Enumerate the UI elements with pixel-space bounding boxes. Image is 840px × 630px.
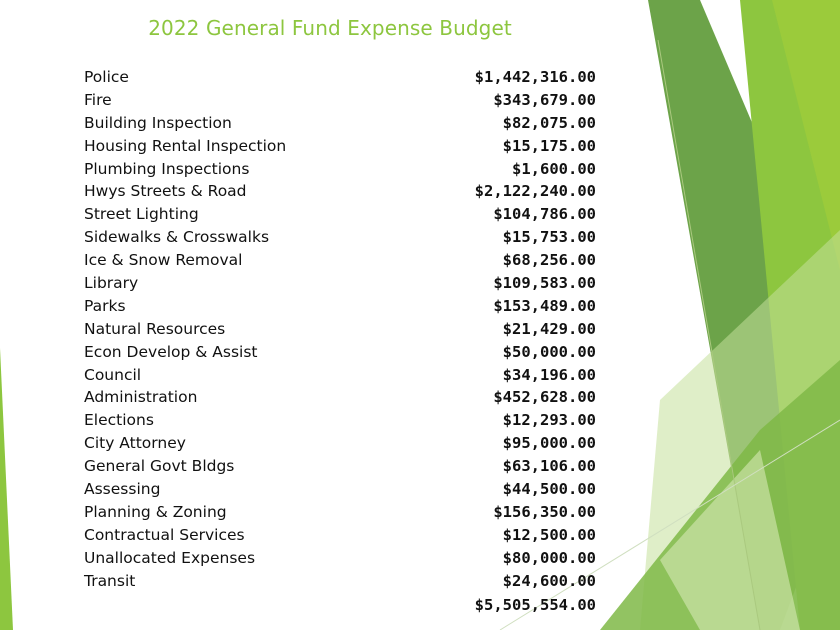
budget-row-label: Parks: [84, 296, 126, 315]
budget-row-label: City Attorney: [84, 434, 186, 453]
budget-row: [84, 547, 596, 570]
budget-row-amount: $153,489.00: [493, 296, 596, 315]
budget-row: [84, 295, 596, 318]
budget-row-label: Fire: [84, 90, 112, 109]
budget-row-amount: $34,196.00: [502, 365, 596, 384]
budget-row-label: Plumbing Inspections: [84, 159, 250, 178]
budget-row-amount: $12,500.00: [502, 525, 596, 544]
budget-row: [84, 318, 596, 341]
budget-row: [84, 66, 596, 89]
budget-row: [84, 524, 596, 547]
budget-row-amount: $80,000.00: [502, 548, 596, 567]
budget-row-amount: $109,583.00: [493, 274, 596, 293]
budget-row: [84, 249, 596, 272]
budget-row-amount: $2,122,240.00: [474, 182, 596, 201]
budget-row-amount: $50,000.00: [502, 342, 596, 361]
budget-row-amount: $156,350.00: [493, 502, 596, 521]
budget-row-label: Planning & Zoning: [84, 502, 227, 521]
budget-row: [84, 158, 596, 181]
budget-row: [84, 135, 596, 158]
budget-row-amount: $24,600.00: [502, 571, 596, 590]
budget-row-amount: $44,500.00: [502, 480, 596, 499]
budget-row-label: Ice & Snow Removal: [84, 251, 243, 270]
budget-row-label: Library: [84, 274, 139, 293]
budget-row-amount: $12,293.00: [502, 411, 596, 430]
budget-row: [84, 272, 596, 295]
budget-row-label: Sidewalks & Crosswalks: [84, 228, 270, 247]
budget-row-label: Contractual Services: [84, 525, 245, 544]
budget-row: [84, 501, 596, 524]
budget-row: [84, 203, 596, 226]
budget-row-amount: $21,429.00: [502, 319, 596, 338]
page-title: 2022 General Fund Expense Budget: [148, 16, 512, 40]
budget-row-label: Elections: [84, 411, 154, 430]
budget-row-amount: $15,175.00: [502, 136, 596, 155]
budget-row-amount: $104,786.00: [493, 205, 596, 224]
budget-row-amount: $15,753.00: [502, 228, 596, 247]
budget-row-amount: $452,628.00: [493, 388, 596, 407]
budget-row-amount: $1,442,316.00: [474, 68, 596, 86]
budget-row-amount: $1,600.00: [512, 159, 596, 178]
budget-row-label: Housing Rental Inspection: [84, 136, 287, 155]
budget-row: [84, 478, 596, 501]
budget-row-label: Street Lighting: [84, 205, 199, 224]
budget-row-label: Police: [84, 68, 129, 86]
budget-total: $5,505,554.00: [474, 596, 596, 614]
left-green-sliver: [0, 348, 13, 630]
budget-row: [84, 364, 596, 387]
budget-row-amount: $343,679.00: [493, 90, 596, 109]
budget-row: [84, 112, 596, 135]
budget-row-label: General Govt Bldgs: [84, 457, 235, 476]
budget-row-amount: $82,075.00: [502, 113, 596, 132]
budget-row-label: Transit: [84, 571, 136, 590]
budget-row-amount: $63,106.00: [502, 457, 596, 476]
budget-row: [84, 386, 596, 409]
budget-row: [84, 226, 596, 249]
budget-row: [84, 409, 596, 432]
budget-row-label: Hwys Streets & Road: [84, 182, 247, 201]
budget-row-label: Council: [84, 365, 142, 384]
budget-table: [84, 66, 596, 592]
budget-row-label: Building Inspection: [84, 113, 232, 132]
budget-row-label: Unallocated Expenses: [84, 548, 256, 567]
budget-row: [84, 455, 596, 478]
budget-row-label: Administration: [84, 388, 198, 407]
budget-row: [84, 432, 596, 455]
budget-row: [84, 570, 596, 593]
budget-row: [84, 341, 596, 364]
budget-row-label: Econ Develop & Assist: [84, 342, 258, 361]
budget-row-label: Assessing: [84, 480, 161, 499]
budget-row-label: Natural Resources: [84, 319, 226, 338]
budget-row: [84, 89, 596, 112]
budget-row-amount: $68,256.00: [502, 251, 596, 270]
budget-row: [84, 180, 596, 203]
budget-row-amount: $95,000.00: [502, 434, 596, 453]
